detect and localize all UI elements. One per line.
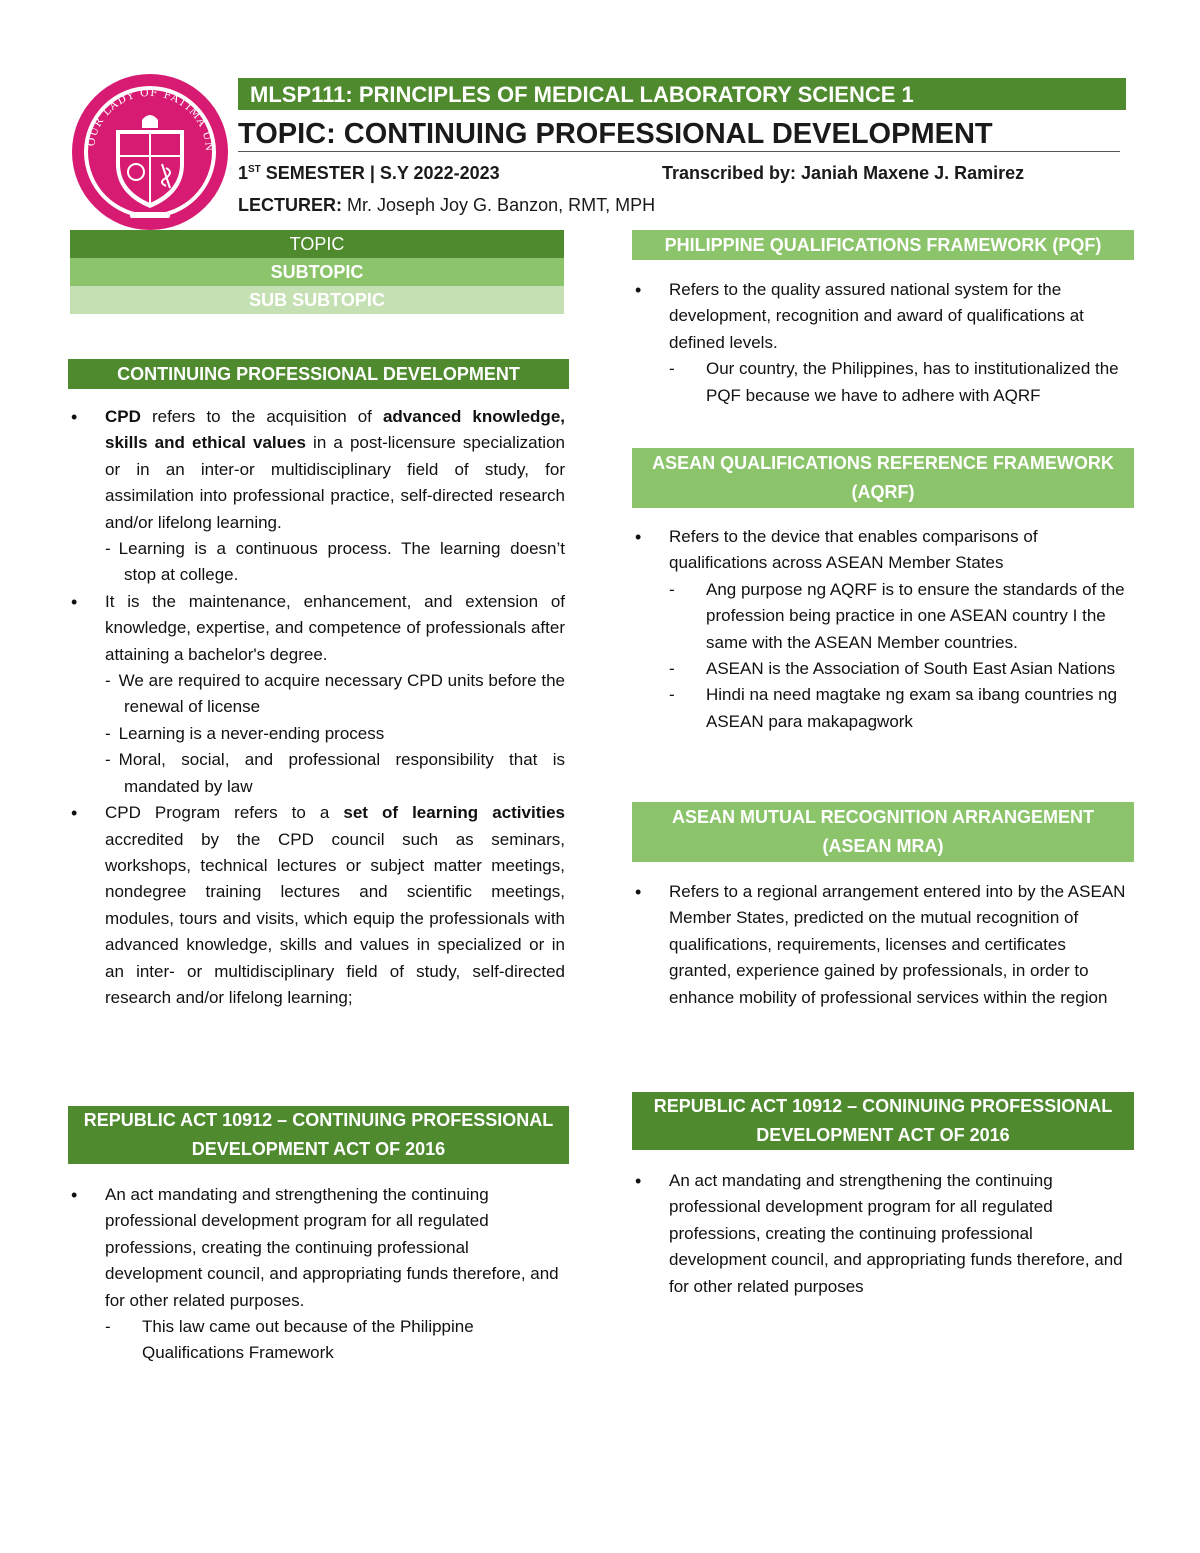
list-item-text: It is the maintenance, enhancement, and extension of knowledge, expertise, and competence of professionals after attaining a bachelor's degree.: [105, 591, 565, 664]
sub-item-text: Moral, social, and professional responsibility that is mandated by law: [118, 750, 565, 796]
list-item-text: CPD Program refers to a: [105, 803, 344, 823]
sub-item: - ASEAN is the Association of South East Asian Nations: [669, 656, 1132, 682]
cpd-heading: CONTINUING PROFESSIONAL DEVELOPMENT: [68, 359, 569, 389]
svg-text:OUR LADY OF FATIMA UNIVERSITY: OUR LADY OF FATIMA UN: [85, 86, 216, 153]
list-item: [68, 404, 565, 589]
ra-heading-left: REPUBLIC ACT 10912 – CONTINUING PROFESSIONAL DEVELOPMENT ACT OF 2016: [68, 1106, 569, 1164]
legend-topic: TOPIC: [70, 230, 564, 258]
list-item-text: Refers to the quality assured national system for the development, recognition and award of qualifications at defined levels.: [669, 280, 1084, 352]
sub-item-text: ASEAN is the Association of South East Asian Nations: [706, 659, 1116, 679]
cpd-section: [68, 404, 565, 1011]
list-item: [632, 524, 1132, 735]
aqrf-section: [632, 524, 1132, 735]
semester-superscript: ST: [248, 164, 261, 175]
sub-item: - This law came out because of the Philippine Qualifications Framework: [105, 1314, 565, 1367]
semester-line: [238, 160, 500, 186]
list-item: [632, 277, 1132, 409]
list-item: [632, 879, 1132, 1011]
ra-section-left: [68, 1182, 565, 1367]
sub-item: - Ang purpose ng AQRF is to ensure the standards of the profession being practice in one ASEAN country I the same with the ASEAN Member countries.: [669, 577, 1132, 656]
list-item: [68, 1182, 565, 1367]
aqrf-heading: ASEAN QUALIFICATIONS REFERENCE FRAMEWORK (AQRF): [632, 448, 1134, 508]
list-item-rest: accredited by the CPD council such as seminars, workshops, technical lectures or subject matter meetings, nondegree training lectures and scientific meetings, modules, tours and visits, which equip the professionals with advanced knowledge, skills and values in specialized or in an inter- or multidisciplinary field of study, self-directed research and/or lifelong learning;: [105, 829, 565, 1007]
list-item-text: An act mandating and strengthening the continuing professional development program for all regulated professions, creating the continuing professional development council, and appropriating funds therefore, and for other related purposes.: [105, 1185, 559, 1310]
sub-item: - Learning is a continuous process. The learning doesn’t stop at college.: [105, 539, 565, 585]
sub-item-text: Learning is a continuous process. The learning doesn’t stop at college.: [118, 539, 565, 585]
sub-item-text: Learning is a never-ending process: [118, 723, 385, 743]
page-title: TOPIC: CONTINUING PROFESSIONAL DEVELOPMENT: [238, 118, 993, 150]
mra-section: [632, 879, 1132, 1011]
university-logo: [70, 72, 230, 232]
lecturer-name: Mr. Joseph Joy G. Banzon, RMT, MPH: [342, 195, 656, 215]
pqf-section: [632, 277, 1132, 409]
list-item-text: Refers to a regional arrangement entered into by the ASEAN Member States, predicted on the mutual recognition of qualifications, requirements, licenses and certificates granted, experience gained by professionals, in order to enhance mobility of professional services within the region: [669, 882, 1126, 1007]
cpd-def-bold: advanced knowledge, skills and ethical values: [105, 407, 565, 453]
ra-heading-right: REPUBLIC ACT 10912 – CONINUING PROFESSIONAL DEVELOPMENT ACT OF 2016: [632, 1092, 1134, 1150]
cpd-def-rest: in a post-licensure specialization or in an inter-or multidisciplinary field of study, for assimilation into professional practice, self-directed research and/or lifelong learning.: [105, 433, 565, 532]
list-item: [68, 589, 565, 800]
cpd-term: CPD: [105, 407, 141, 426]
list-item-text: An act mandating and strengthening the continuing professional development program for all regulated professions, creating the continuing professional development council, and appropriating funds therefore, and for other related purposes: [669, 1171, 1123, 1296]
lecturer-label: LECTURER:: [238, 195, 342, 215]
sub-item-text: Ang purpose ng AQRF is to ensure the standards of the profession being practice in one ASEAN country I the same with the ASEAN Member countries.: [706, 579, 1125, 652]
pqf-heading: PHILIPPINE QUALIFICATIONS FRAMEWORK (PQF): [632, 230, 1134, 260]
sub-item: - Learning is a never-ending process: [105, 723, 385, 743]
mra-heading: ASEAN MUTUAL RECOGNITION ARRANGEMENT (ASEAN MRA): [632, 802, 1134, 862]
sub-item-text: This law came out because of the Philippine Qualifications Framework: [142, 1317, 474, 1363]
lecturer-line: [238, 192, 655, 218]
sub-item-text: Hindi na need magtake ng exam sa ibang countries ng ASEAN para makapagwork: [706, 685, 1118, 731]
legend-subtopic: SUBTOPIC: [70, 258, 564, 286]
ra-section-right: [632, 1168, 1132, 1300]
list-item-text: Refers to the device that enables comparisons of qualifications across ASEAN Member States: [669, 527, 1038, 573]
list-item: [68, 800, 565, 1011]
sub-item: - Hindi na need magtake ng exam sa ibang countries ng ASEAN para makapagwork: [669, 682, 1132, 735]
course-banner: MLSP111: PRINCIPLES OF MEDICAL LABORATORY SCIENCE 1: [238, 78, 1126, 110]
transcriber: Transcribed by: Janiah Maxene J. Ramirez: [662, 163, 1025, 183]
list-item-bold: set of learning activities: [343, 803, 565, 823]
list-item: [632, 1168, 1132, 1300]
title-divider: [238, 151, 1120, 152]
sub-item: - We are required to acquire necessary CPD units before the renewal of license: [105, 671, 565, 717]
sub-item-text: We are required to acquire necessary CPD units before the renewal of license: [118, 671, 565, 717]
legend-sub-subtopic: SUB SUBTOPIC: [70, 286, 564, 314]
sub-item-text: Our country, the Philippines, has to institutionalized the PQF because we have to adhere with AQRF: [706, 359, 1119, 405]
sub-item: - Our country, the Philippines, has to institutionalized the PQF because we have to adhere with AQRF: [669, 356, 1132, 409]
cpd-def-text: refers to the acquisition of: [140, 407, 383, 426]
sub-item: - Moral, social, and professional responsibility that is mandated by law: [105, 750, 565, 796]
semester-text: SEMESTER | S.Y 2022-2023: [260, 163, 500, 183]
semester-number: 1: [238, 163, 249, 183]
